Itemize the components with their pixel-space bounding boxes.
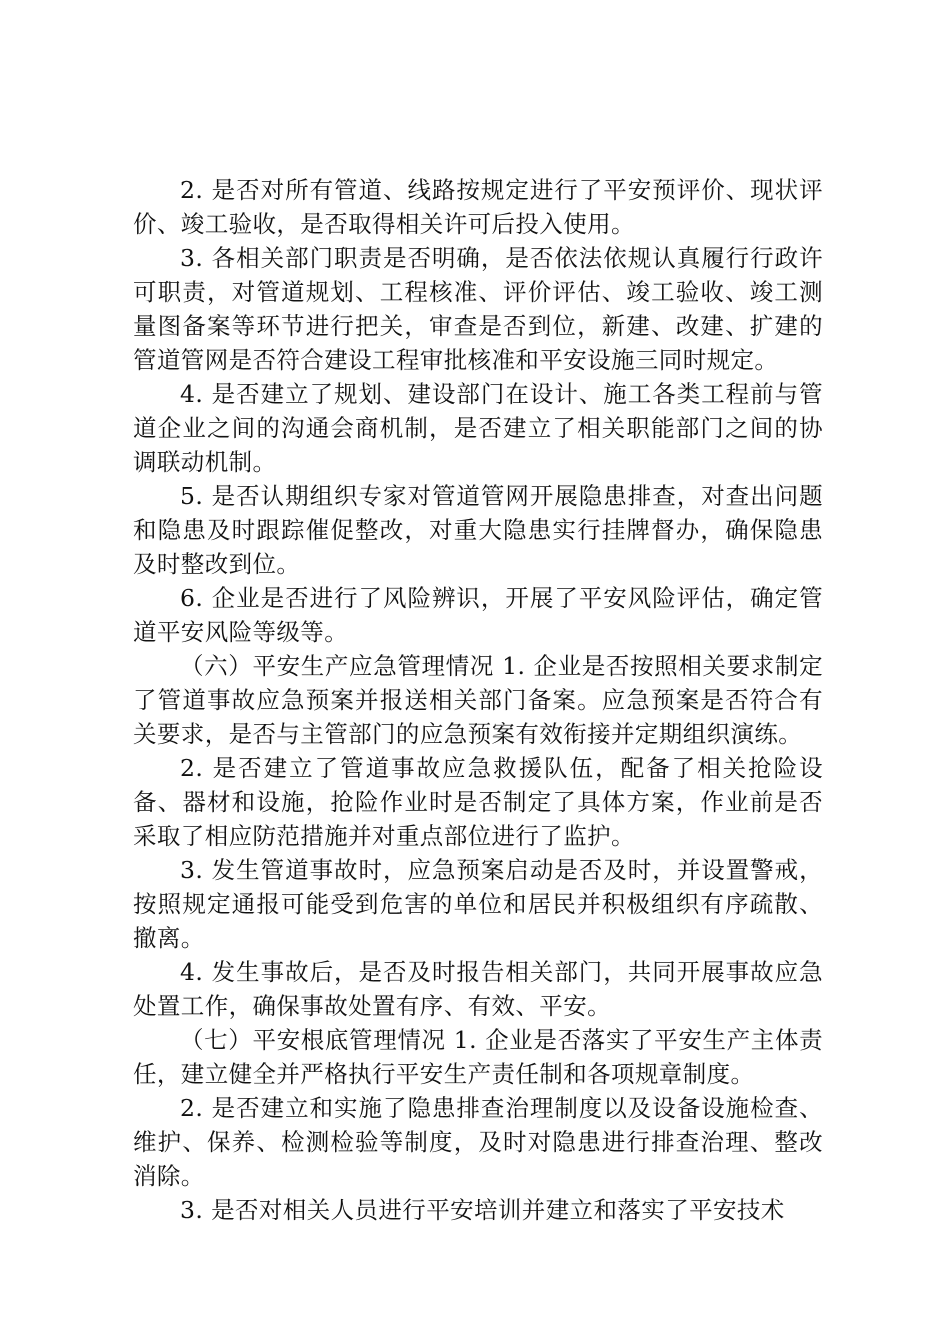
section-6-emergency-management: （六）平安生产应急管理情况 1. 企业是否按照相关要求制定了管道事故应急预案并报送相关部门备案。应急预案是否符合有关要求，是否与主管部门的应急预案有效衔接并定期组织演练。 [133, 652, 823, 748]
paragraph-7-item-2: 2. 是否建立和实施了隐患排查治理制度以及设备设施检查、维护、保养、检测检验等制度，及时对隐患进行排查治理、整改消除。 [133, 1094, 823, 1190]
paragraph-6-item-2: 2. 是否建立了管道事故应急救援队伍，配备了相关抢险设备、器材和设施，抢险作业时是否制定了具体方案，作业前是否采取了相应防范措施并对重点部位进行了监护。 [133, 754, 823, 850]
paragraph-item-6: 6. 企业是否进行了风险辨识，开展了平安风险评估，确定管道平安风险等级等。 [133, 584, 823, 646]
paragraph-item-3: 3. 各相关部门职责是否明确，是否依法依规认真履行行政许可职责，对管道规划、工程核准、评价评估、竣工验收、竣工测量图备案等环节进行把关，审查是否到位，新建、改建、扩建的管道管网是否符合建设工程审批核准和平安设施三同时规定。 [133, 244, 823, 374]
paragraph-item-4: 4. 是否建立了规划、建设部门在设计、施工各类工程前与管道企业之间的沟通会商机制，是否建立了相关职能部门之间的协调联动机制。 [133, 380, 823, 476]
paragraph-6-item-3: 3. 发生管道事故时，应急预案启动是否及时，并设置警戒，按照规定通报可能受到危害的单位和居民并积极组织有序疏散、撤离。 [133, 856, 823, 952]
paragraph-6-item-4: 4. 发生事故后，是否及时报告相关部门，共同开展事故应急处置工作，确保事故处置有序、有效、平安。 [133, 958, 823, 1020]
paragraph-7-item-3: 3. 是否对相关人员进行平安培训并建立和落实了平安技术 [180, 1196, 785, 1224]
section-7-basic-management: （七）平安根底管理情况 1. 企业是否落实了平安生产主体责任，建立健全并严格执行平安生产责任制和各项规章制度。 [133, 1026, 823, 1088]
paragraph-item-5: 5. 是否认期组织专家对管道管网开展隐患排查，对查出问题和隐患及时跟踪催促整改，对重大隐患实行挂牌督办，确保隐患及时整改到位。 [133, 482, 823, 578]
document-body [133, 173, 823, 1227]
paragraph-item-2: 2. 是否对所有管道、线路按规定进行了平安预评价、现状评价、竣工验收，是否取得相关许可后投入使用。 [133, 176, 823, 238]
